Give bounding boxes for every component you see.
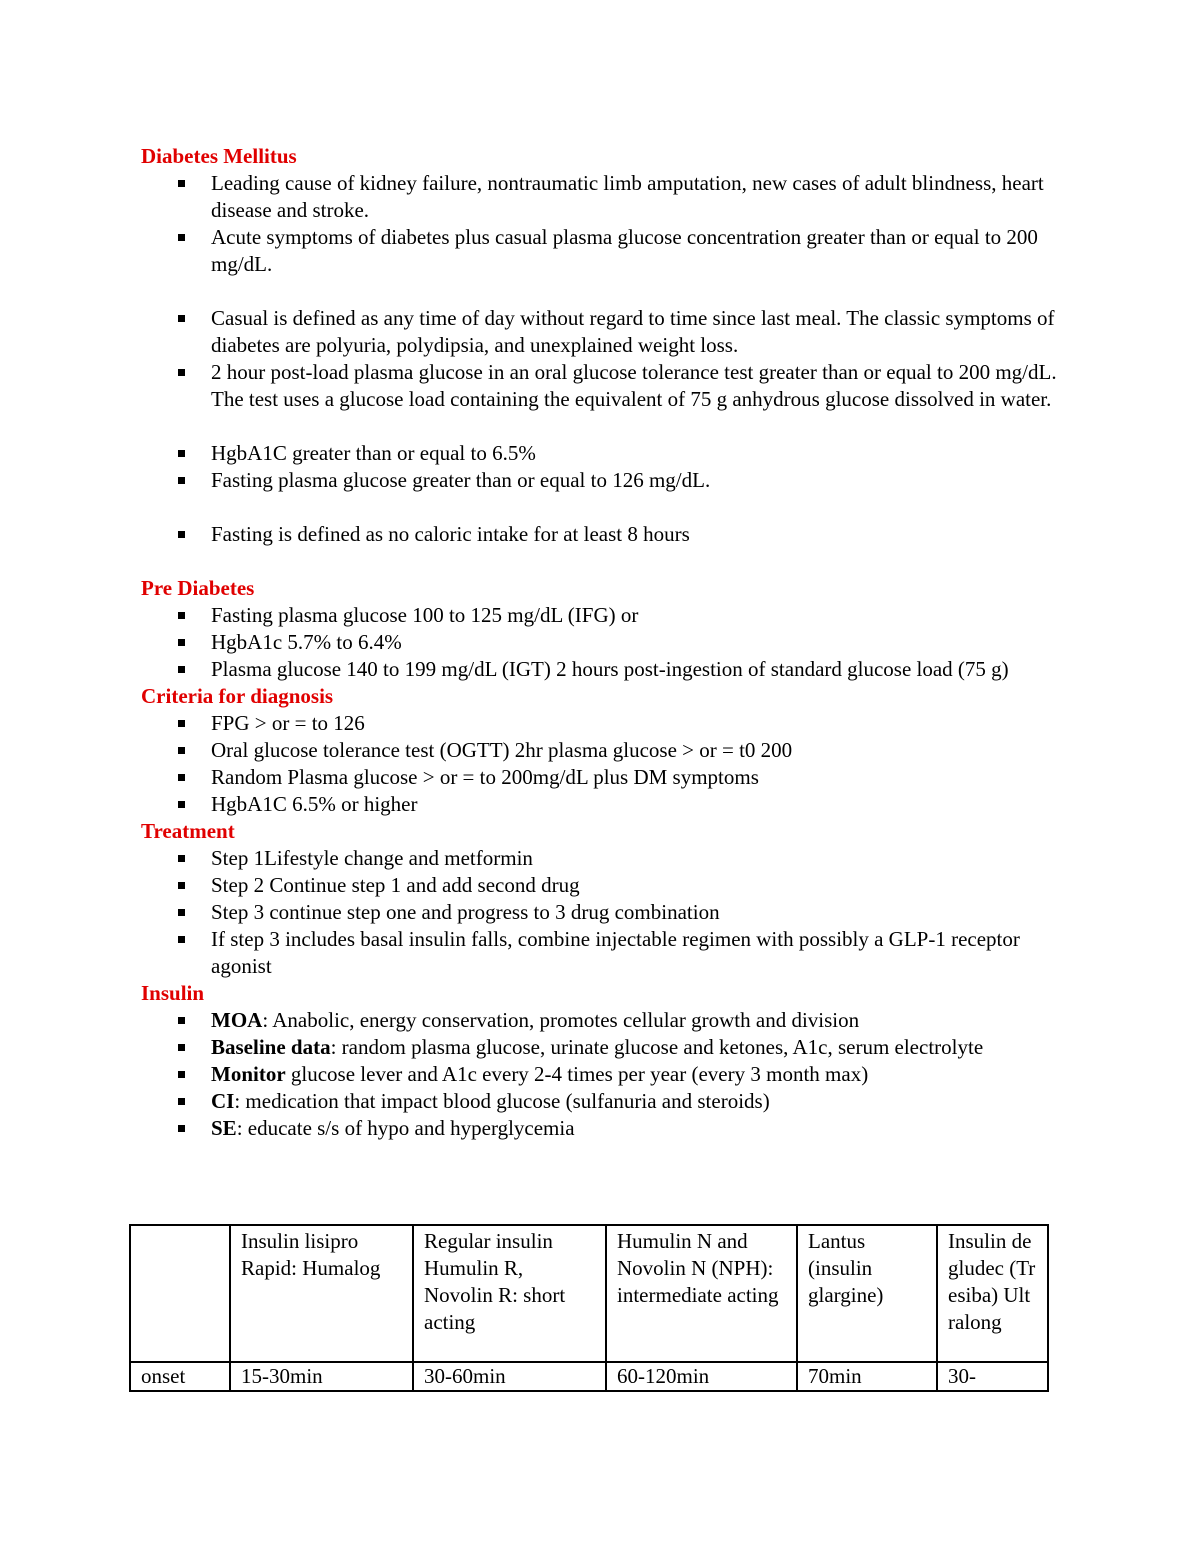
item-text: HgbA1C greater than or equal to 6.5% (211, 441, 536, 465)
square-bullet-icon (178, 882, 185, 889)
square-bullet-icon (178, 720, 185, 727)
item-text: Leading cause of kidney failure, nontraumatic limb amputation, new cases of adult blindness, heart disease and stroke. (211, 171, 1044, 222)
square-bullet-icon (178, 477, 185, 484)
item-text: : medication that impact blood glucose (sulfanuria and steroids) (234, 1089, 770, 1113)
item-label: Baseline data (211, 1035, 331, 1059)
list-item (141, 359, 1061, 413)
item-text: : Anabolic, energy conservation, promotes cellular growth and division (262, 1008, 860, 1032)
list-item (141, 1007, 1061, 1034)
list-item (141, 737, 1061, 764)
table-header-cell (130, 1225, 230, 1362)
item-text: Fasting plasma glucose 100 to 125 mg/dL (IFG) or (211, 603, 639, 627)
square-bullet-icon (178, 747, 185, 754)
item-text: Step 2 Continue step 1 and add second drug (211, 873, 580, 897)
item-text: HgbA1c 5.7% to 6.4% (211, 630, 402, 654)
bullet-list (141, 845, 1061, 980)
table-cell: 60-120min (606, 1362, 797, 1391)
item-text: 2 hour post-load plasma glucose in an oral glucose tolerance test greater than or equal to 200 mg/dL. The test uses a glucose load containing the equivalent of 75 g anhydrous glucose dissolved in water. (211, 360, 1057, 411)
document-body (141, 143, 1061, 1142)
section-heading: Diabetes Mellitus (141, 144, 297, 168)
square-bullet-icon (178, 666, 185, 673)
item-text: If step 3 includes basal insulin falls, combine injectable regimen with possibly a GLP-1 receptor agonist (211, 927, 1020, 978)
table-cell: 30- (937, 1362, 1048, 1391)
list-item (141, 1088, 1061, 1115)
table-cell: 70min (797, 1362, 937, 1391)
item-text: Plasma glucose 140 to 199 mg/dL (IGT) 2 hours post-ingestion of standard glucose load (75 g) (211, 657, 1009, 681)
item-text: Casual is defined as any time of day without regard to time since last meal. The classic symptoms of diabetes are polyuria, polydipsia, and unexplained weight loss. (211, 306, 1055, 357)
list-item (141, 872, 1061, 899)
square-bullet-icon (178, 909, 185, 916)
section-heading: Treatment (141, 819, 235, 843)
list-item (141, 926, 1061, 980)
item-text: FPG > or = to 126 (211, 711, 365, 735)
item-text: Step 3 continue step one and progress to 3 drug combination (211, 900, 720, 924)
list-item (141, 1034, 1061, 1061)
square-bullet-icon (178, 1017, 185, 1024)
item-text: Random Plasma glucose > or = to 200mg/dL plus DM symptoms (211, 765, 759, 789)
square-bullet-icon (178, 369, 185, 376)
section-heading: Insulin (141, 981, 205, 1005)
item-text: : random plasma glucose, urinate glucose and ketones, A1c, serum electrolyte (330, 1035, 984, 1059)
item-text: Fasting plasma glucose greater than or equal to 126 mg/dL. (211, 468, 711, 492)
square-bullet-icon (178, 774, 185, 781)
square-bullet-icon (178, 450, 185, 457)
list-item (141, 899, 1061, 926)
insulin-table (129, 1224, 1049, 1392)
table-header-cell: Insulin degludec (Tresiba) Ultralong (937, 1225, 1048, 1362)
item-text: Fasting is defined as no caloric intake for at least 8 hours (211, 522, 690, 546)
square-bullet-icon (178, 234, 185, 241)
square-bullet-icon (178, 180, 185, 187)
square-bullet-icon (178, 1098, 185, 1105)
list-item (141, 629, 1061, 656)
table-row (130, 1362, 1048, 1391)
table-header-cell: Lantus (insulin glargine) (797, 1225, 937, 1362)
square-bullet-icon (178, 315, 185, 322)
item-text: Step 1Lifestyle change and metformin (211, 846, 533, 870)
list-item (141, 1115, 1061, 1142)
table-header-row (130, 1225, 1048, 1362)
list-item (141, 656, 1061, 683)
list-item (141, 710, 1061, 737)
square-bullet-icon (178, 801, 185, 808)
item-label: SE (211, 1116, 237, 1140)
table-cell: 15-30min (230, 1362, 413, 1391)
list-item (141, 602, 1061, 629)
square-bullet-icon (178, 639, 185, 646)
item-text: : educate s/s of hypo and hyperglycemia (236, 1116, 575, 1140)
list-item (141, 764, 1061, 791)
list-item (141, 224, 1061, 278)
section-heading: Pre Diabetes (141, 576, 255, 600)
square-bullet-icon (178, 612, 185, 619)
square-bullet-icon (178, 1125, 185, 1132)
list-item (141, 1061, 1061, 1088)
item-text: Oral glucose tolerance test (OGTT) 2hr plasma glucose > or = t0 200 (211, 738, 793, 762)
item-text: glucose lever and A1c every 2-4 times per year (every 3 month max) (285, 1062, 869, 1086)
table-header-cell: Insulin lisipro Rapid: Humalog (230, 1225, 413, 1362)
item-label: MOA (211, 1008, 263, 1032)
table-header-cell: Regular insulin Humulin R, Novolin R: short acting (413, 1225, 606, 1362)
item-text: Acute symptoms of diabetes plus casual plasma glucose concentration greater than or equal to 200 mg/dL. (211, 225, 1038, 276)
list-item (141, 305, 1061, 359)
table-cell: 30-60min (413, 1362, 606, 1391)
bullet-list (141, 602, 1061, 683)
table-header-cell: Humulin N and Novolin N (NPH): intermediate acting (606, 1225, 797, 1362)
square-bullet-icon (178, 936, 185, 943)
item-text: HgbA1C 6.5% or higher (211, 792, 418, 816)
square-bullet-icon (178, 531, 185, 538)
list-item (141, 467, 1061, 494)
list-item (141, 440, 1061, 467)
square-bullet-icon (178, 1044, 185, 1051)
item-label: Monitor (211, 1062, 286, 1086)
list-item (141, 521, 1061, 548)
section-heading: Criteria for diagnosis (141, 684, 334, 708)
list-item (141, 170, 1061, 224)
item-label: CI (211, 1089, 235, 1113)
list-item (141, 791, 1061, 818)
bullet-list (141, 1007, 1061, 1142)
table-cell: onset (130, 1362, 230, 1391)
square-bullet-icon (178, 1071, 185, 1078)
bullet-list (141, 710, 1061, 818)
bullet-list (141, 170, 1061, 548)
list-item (141, 845, 1061, 872)
square-bullet-icon (178, 855, 185, 862)
